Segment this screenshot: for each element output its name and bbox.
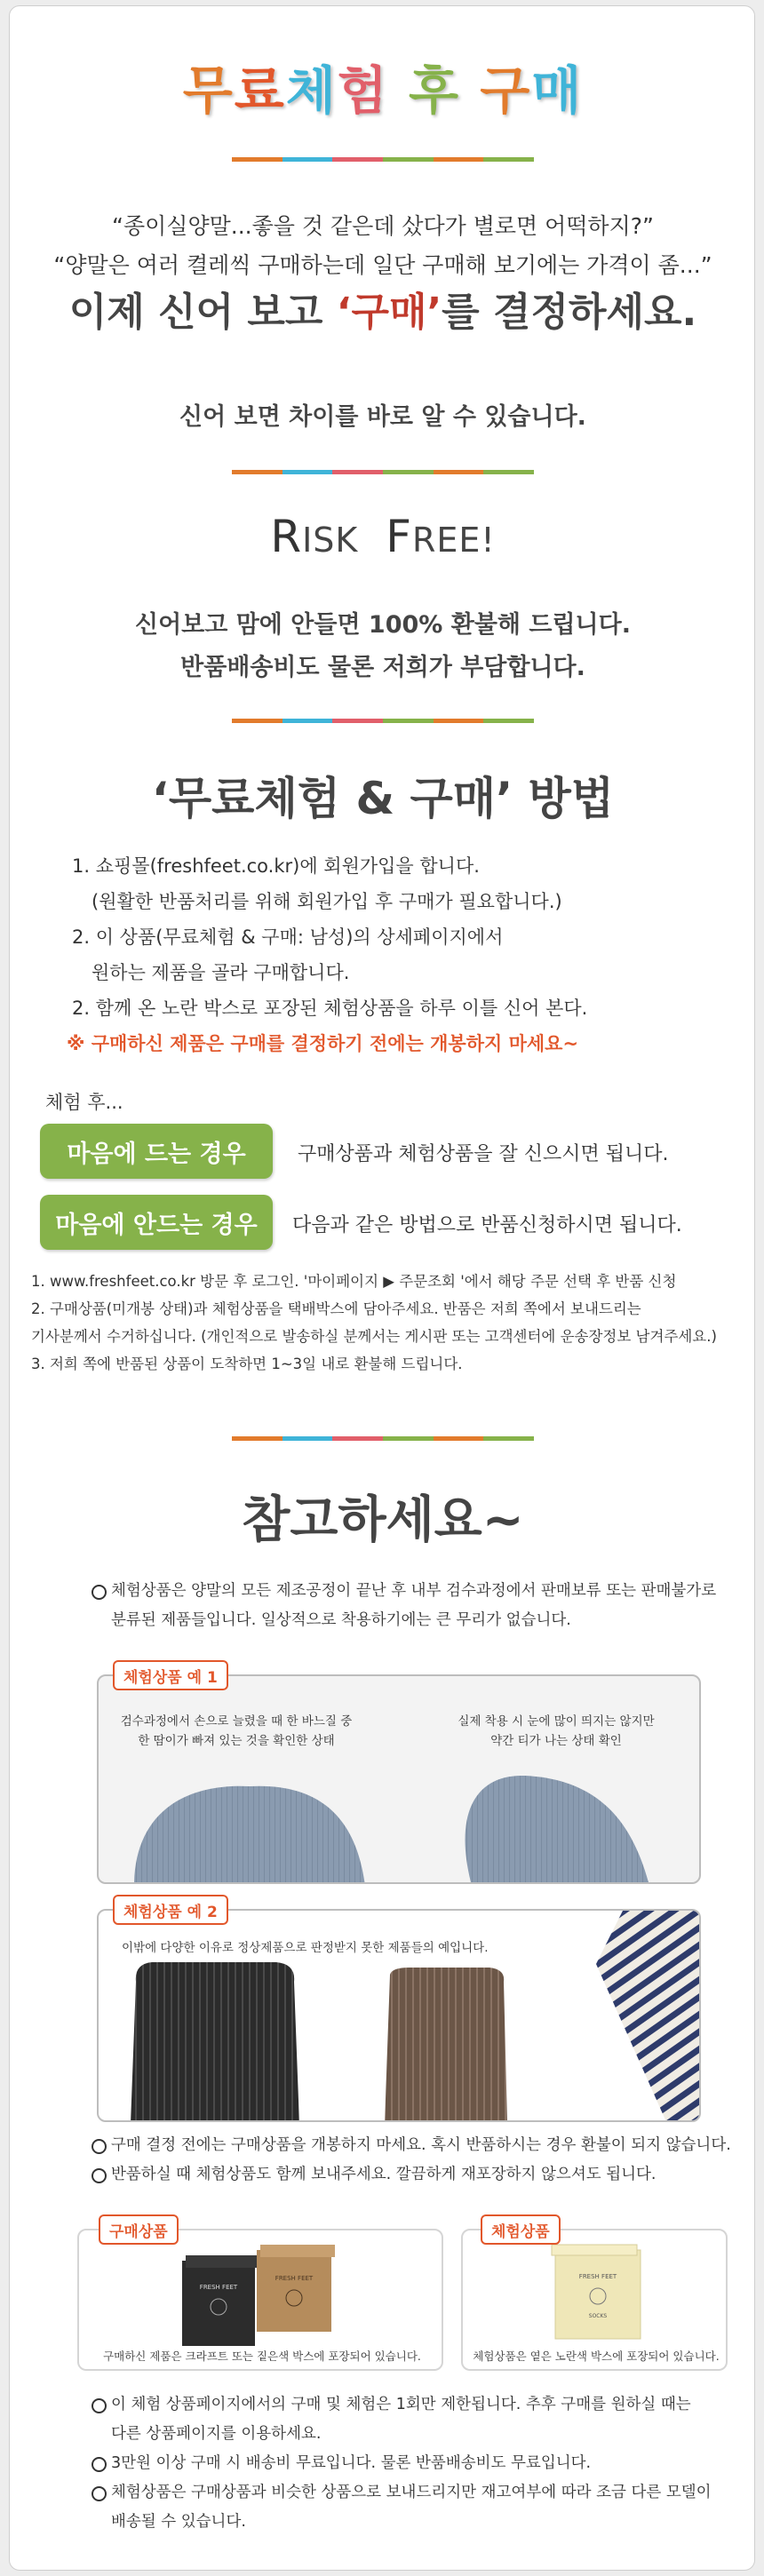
- method-title: ‘무료체험 & 구매’ 방법: [151, 773, 615, 824]
- reference-bullet-1: 체험상품은 양말의 모든 제조공정이 끝난 후 내부 검수과정에서 판매보류 또는 판매불가로: [92, 1577, 731, 1606]
- title-char: [389, 60, 409, 121]
- step-1-sub: (원활한 반품처리를 위해 회원가입 후 구매가 필요합니다.): [92, 891, 562, 912]
- reference-bullet-3: 반품하실 때 체험상품도 함께 보내주세요. 깔끔하게 재포장하지 않으셔도 됩니다.: [92, 2160, 731, 2190]
- svg-text:FRESH FEET: FRESH FEET: [275, 2275, 314, 2282]
- sock-toe-image-2: [466, 1776, 650, 1884]
- title-char: 무: [182, 60, 235, 121]
- title-char: 체: [285, 60, 338, 121]
- return-note-1: 1. www.freshfeet.co.kr 방문 후 로그인. '마이페이지 ▶ 주문조회 '에서 해당 주문 선택 후 반품 신청: [31, 1273, 677, 1290]
- like-case-badge: 마음에 드는 경우: [40, 1124, 273, 1179]
- refund-line-1: 신어보고 맘에 안들면 100% 환불해 드립니다.: [135, 611, 631, 639]
- example-2-panel: [97, 1909, 701, 2122]
- divider: [232, 1436, 534, 1441]
- after-trial-label: 체험 후...: [45, 1092, 123, 1113]
- title-char: 매: [531, 60, 584, 121]
- black-sock-image: [131, 1962, 299, 2122]
- warning-text: ※ 구매하신 제품은 구매를 결정하기 전에는 개봉하지 마세요~: [67, 1033, 579, 1054]
- example-1-left-caption: 검수과정에서 손으로 늘렸을 때 한 바느질 중 한 땀이가 빠져 있는 것을 확인한 상태: [120, 1714, 353, 1748]
- reference-bullet-group-3: [92, 2390, 731, 2537]
- example-2-tag: 체험상품 예 2: [113, 1895, 228, 1925]
- title-char: [460, 60, 480, 121]
- divider: [232, 719, 534, 723]
- reference-bullet-6: 체험상품은 구매상품과 비슷한 상품으로 보내드리지만 재고여부에 따라 조금 다른 모델이: [92, 2478, 731, 2508]
- purchase-product-panel: [77, 2229, 443, 2371]
- divider: [232, 157, 534, 162]
- title-char: 후: [409, 60, 461, 121]
- return-notes: [31, 1268, 742, 1378]
- step-2: 2. 이 상품(무료체험 & 구매: 남성)의 상세페이지에서: [72, 926, 504, 948]
- svg-text:FRESH FEET: FRESH FEET: [199, 2284, 238, 2291]
- risk-free-title: RISK FREE!: [270, 511, 496, 562]
- trial-product-caption: 체험상품은 옅은 노란색 박스에 포장되어 있습니다.: [473, 2349, 720, 2363]
- brown-sock-image: [385, 1968, 507, 2122]
- reference-bullet-6b: 배송될 수 있습니다.: [111, 2513, 246, 2531]
- decide-headline: 이제 신어 보고 ‘구매’를 결정하세요.: [68, 290, 697, 335]
- title-char: 험: [337, 60, 389, 121]
- dark-box-image: [182, 2261, 255, 2346]
- divider: [232, 470, 534, 474]
- reference-bullet-4: 이 체험 상품페이지에서의 구매 및 체험은 1회만 제한됩니다. 추후 구매를 원하실 때는: [92, 2390, 731, 2420]
- decide-subtext: 신어 보면 차이를 바로 알 수 있습니다.: [179, 403, 586, 431]
- return-note-2b: 기사분께서 수거하십니다. (개인적으로 발송하실 분께서는 게시판 또는 고객센터에 운송장정보 남겨주세요.): [31, 1328, 717, 1345]
- title-char: 구: [480, 60, 532, 121]
- dislike-case-badge: 마음에 안드는 경우: [40, 1195, 273, 1250]
- sock-sample-images: [99, 1911, 701, 2122]
- like-case-desc: 구매상품과 체험상품을 잘 신으시면 됩니다.: [298, 1143, 669, 1165]
- reference-bullet-2: 구매 결정 전에는 구매상품을 개봉하지 마세요. 혹시 반품하시는 경우 환불이 되지 않습니다.: [92, 2131, 731, 2160]
- method-steps: [67, 848, 712, 1061]
- detail-page: [9, 5, 755, 2571]
- purchase-product-caption: 구매하신 제품은 크라프트 또는 짙은색 박스에 포장되어 있습니다.: [103, 2349, 421, 2363]
- return-note-2: 2. 구매상품(미개봉 상태)과 체험상품을 택배박스에 담아주세요. 반품은 저희 쪽에서 보내드리는: [31, 1300, 641, 1317]
- trial-product-panel: [461, 2229, 728, 2371]
- quote-2: “양말은 여러 켤레씩 구매하는데 일단 구매해 보기에는 가격이 좀...”: [53, 252, 712, 278]
- page-title: [10, 49, 755, 123]
- reference-bullet-group-2: [92, 2131, 731, 2190]
- reference-bullet-1b: 분류된 제품들입니다. 일상적으로 착용하기에는 큰 무리가 없습니다.: [111, 1611, 571, 1629]
- striped-sock-image: [596, 1911, 701, 2122]
- refund-line-2: 반품배송비도 물론 저희가 부담합니다.: [180, 654, 585, 681]
- example-1-tag: 체험상품 예 1: [113, 1660, 228, 1690]
- purchase-product-tag: 구매상품: [99, 2214, 179, 2245]
- reference-bullet-group-1: [92, 1577, 731, 1635]
- reference-title: 참고하세요~: [242, 1491, 524, 1549]
- title-char: 료: [234, 60, 286, 121]
- svg-text:SOCKS: SOCKS: [588, 2313, 608, 2319]
- example-1-right-caption: 실제 착용 시 눈에 많이 띄지는 않지만 약간 티가 나는 상태 확인: [458, 1714, 655, 1748]
- yellow-box-image: [555, 2250, 641, 2339]
- trial-product-tag: 체험상품: [481, 2214, 561, 2245]
- example-1-panel: [97, 1674, 701, 1884]
- reference-bullet-5: 3만원 이상 구매 시 배송비 무료입니다. 물론 반품배송비도 무료입니다.: [92, 2449, 731, 2478]
- step-1: 1. 쇼핑몰(freshfeet.co.kr)에 회원가입을 합니다.: [72, 855, 480, 877]
- sock-toe-image-1: [134, 1786, 365, 1884]
- step-3: 2. 함께 온 노란 박스로 포장된 체험상품을 하루 이틀 신어 본다.: [72, 998, 588, 1019]
- svg-text:FRESH FEET: FRESH FEET: [578, 2273, 617, 2280]
- sock-toe-images: [99, 1765, 701, 1884]
- step-2-sub: 원하는 제품을 골라 구매합니다.: [92, 962, 350, 983]
- kraft-box-image: [257, 2250, 331, 2332]
- quote-1: “종이실양말...좋을 것 같은데 샀다가 별로면 어떡하지?”: [112, 213, 654, 239]
- example-2-caption: 이밖에 다양한 이유로 정상제품으로 판정받지 못한 제품들의 예입니다.: [122, 1941, 489, 1955]
- return-note-3: 3. 저희 쪽에 반품된 상품이 도착하면 1~3일 내로 환불해 드립니다.: [31, 1356, 463, 1372]
- dislike-case-desc: 다음과 같은 방법으로 반품신청하시면 됩니다.: [292, 1214, 682, 1236]
- reference-bullet-4b: 다른 상품페이지를 이용하세요.: [111, 2425, 322, 2443]
